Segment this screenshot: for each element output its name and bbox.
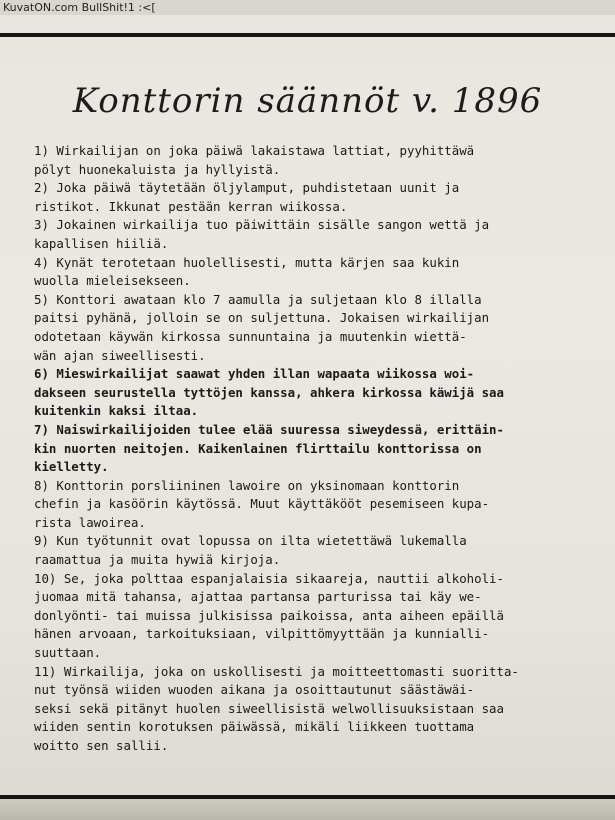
rule-line: 1) Wirkailijan on joka päiwä lakaistawa lattiat, pyyhittäwä bbox=[34, 143, 475, 158]
page-title: Konttorin säännöt v. 1896 bbox=[72, 81, 543, 121]
rule-line: 5) Konttori awataan klo 7 aamulla ja suljetaan klo 8 illalla bbox=[34, 291, 482, 307]
rule-item-4 bbox=[34, 254, 606, 291]
rule-line: juomaa mitä tahansa, ajattaa partansa parturissa tai käy we- bbox=[34, 589, 482, 605]
rule-item-3 bbox=[34, 216, 606, 253]
rule-line: 6) Mieswirkailijat saawat yhden illan wapaata wiikossa woi- bbox=[34, 366, 475, 382]
rule-item-10 bbox=[34, 570, 606, 663]
rule-item-1 bbox=[34, 142, 606, 179]
rule-line: seksi sekä pitänyt huolen siweellisistä welwollisuuksistaan saa bbox=[34, 700, 504, 716]
rule-line: odotetaan käywän kirkossa sunnuntaina ja muutenkin wiettä- bbox=[34, 328, 467, 344]
rule-line: 11) Wirkailija, joka on uskollisesti ja moitteettomasti suoritta- bbox=[34, 663, 519, 679]
rule-line: wuolla mieleisekseen. bbox=[34, 273, 191, 289]
top-border-rule bbox=[0, 33, 615, 37]
rule-item-5 bbox=[34, 291, 606, 365]
rule-item-7 bbox=[34, 421, 606, 477]
rule-line: paitsi pyhänä, jolloin se on suljettuna. Jokaisen wirkailijan bbox=[34, 310, 490, 326]
rule-item-9 bbox=[34, 532, 606, 569]
rule-item-2 bbox=[34, 179, 606, 216]
rule-item-8 bbox=[34, 477, 606, 533]
rule-line: 7) Naiswirkailijoiden tulee elää suuressa siweydessä, erittäin- bbox=[34, 421, 504, 437]
rule-line: wän ajan siweellisesti. bbox=[34, 347, 206, 363]
rule-line: pölyt huonekaluista ja hyllyistä. bbox=[34, 161, 281, 177]
rule-line: ristikot. Ikkunat pestään kerran wiikossa. bbox=[34, 198, 348, 214]
rule-line: donlyönti- tai muissa julkisissa paikoissa, anta aiheen epäillä bbox=[34, 607, 504, 623]
rules-list bbox=[34, 142, 606, 756]
rule-line: 8) Konttorin porsliininen lawoire on yksinomaan konttorin bbox=[34, 477, 460, 493]
rule-line: hänen arvoaan, tarkoituksiaan, vilpittömyyttään ja kunnialli- bbox=[34, 626, 490, 642]
rule-line: kapallisen hiiliä. bbox=[34, 235, 169, 251]
rule-item-6 bbox=[34, 365, 606, 421]
rule-line: 2) Joka päiwä täytetään öljylamput, puhdistetaan uunit ja bbox=[34, 180, 460, 196]
rule-line: 10) Se, joka polttaa espanjalaisia sikaareja, nauttii alkoholi- bbox=[34, 570, 504, 586]
rule-line: chefin ja kasöörin käytössä. Muut käyttäkööt pesemiseen kupa- bbox=[34, 496, 490, 512]
rule-line: raamattua ja muita hywiä kirjoja. bbox=[34, 552, 281, 568]
rule-line: kielletty. bbox=[34, 459, 109, 475]
rule-line: 3) Jokainen wirkailija tuo päiwittäin sisälle sangon wettä ja bbox=[34, 217, 490, 233]
rule-line: 9) Kun työtunnit ovat lopussa on ilta wietettäwä lukemalla bbox=[34, 533, 467, 549]
rule-line: suuttaan. bbox=[34, 645, 102, 661]
paper-notice bbox=[0, 15, 615, 820]
paper-shadow bbox=[0, 799, 615, 820]
rule-line: kuitenkin kaksi iltaa. bbox=[34, 403, 199, 419]
rule-item-11 bbox=[34, 663, 606, 756]
rule-line: nut työnsä wiiden wuoden aikana ja osoittautunut säästäwäi- bbox=[34, 682, 475, 698]
rule-line: woitto sen sallii. bbox=[34, 738, 169, 753]
rule-line: kin nuorten neitojen. Kaikenlainen flirttailu konttorissa on bbox=[34, 440, 482, 456]
rule-line: rista lawoirea. bbox=[34, 514, 146, 530]
rule-line: wiiden sentin korotuksen päiwässä, mikäli liikkeen tuottama bbox=[34, 719, 475, 735]
watermark-text: KuvatON.com BullShit!1 :<[ bbox=[0, 0, 615, 15]
rule-line: 4) Kynät terotetaan huolellisesti, mutta kärjen saa kukin bbox=[34, 254, 460, 270]
rule-line: dakseen seurustella tyttöjen kanssa, ahkera kirkossa käwijä saa bbox=[34, 384, 504, 400]
